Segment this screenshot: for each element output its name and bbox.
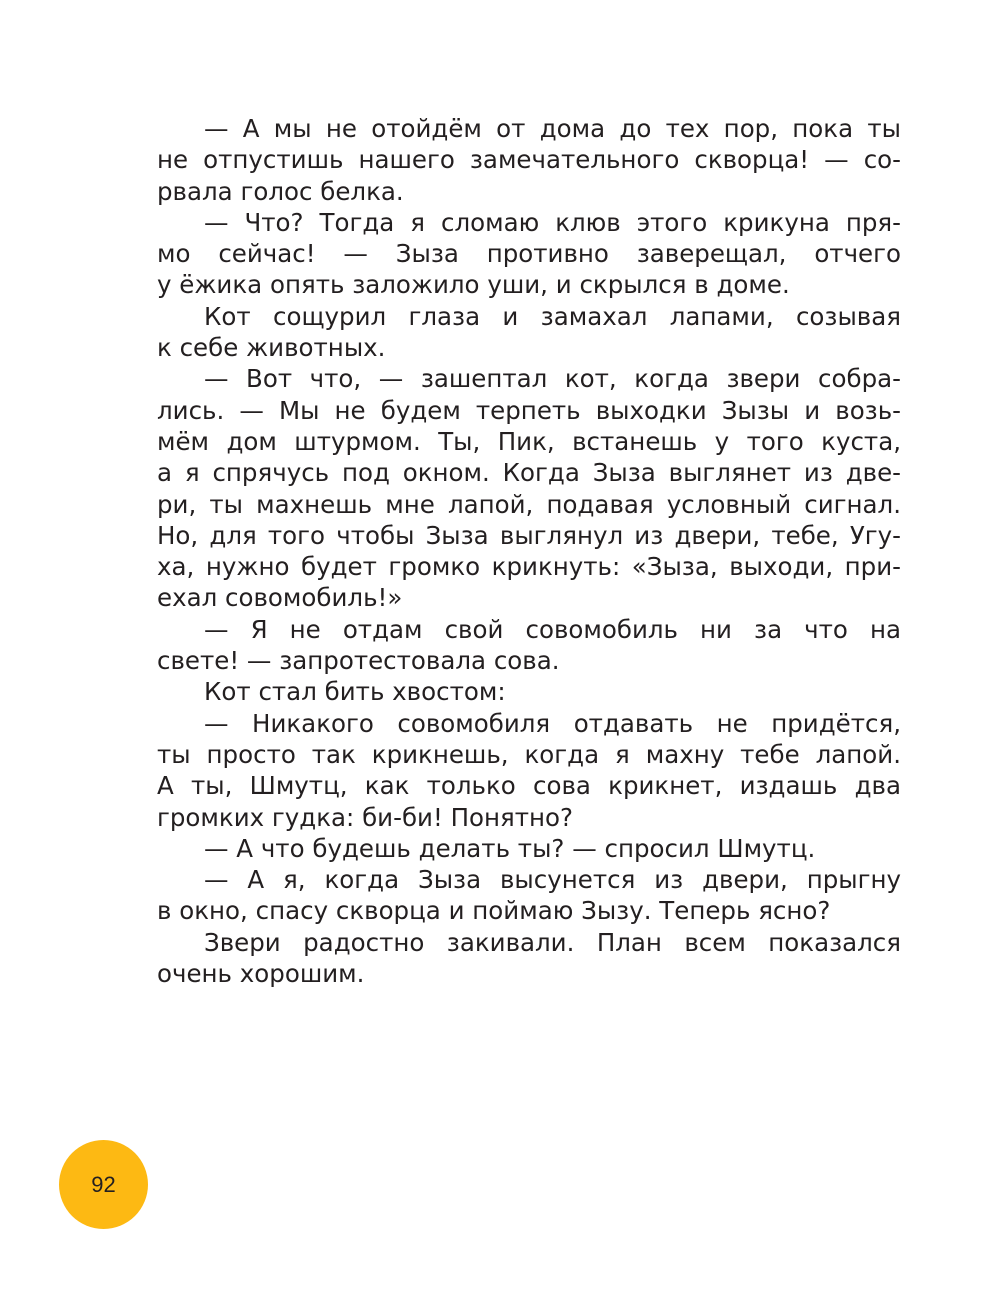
paragraph: [157, 676, 901, 707]
text-line: лись. — Мы не будем терпеть выходки Зызы и возь-: [157, 395, 901, 425]
paragraph: [157, 614, 901, 677]
text-line: Но, для того чтобы Зыза выглянул из двери, тебе, Угу-: [157, 520, 901, 550]
text-line: рвала голос белка.: [157, 176, 404, 206]
text-line: у ёжика опять заложило уши, и скрылся в доме.: [157, 270, 790, 300]
paragraph: [157, 207, 901, 301]
text-line: не отпустишь нашего замечательного скворца! — со-: [157, 145, 901, 175]
text-line: ты просто так крикнешь, когда я махну тебе лапой.: [157, 739, 901, 769]
text-line: — Никакого совомобиля отдавать не придётся,: [204, 708, 901, 738]
paragraph: [157, 708, 901, 833]
text-line: — А я, когда Зыза высунется из двери, прыгну: [204, 865, 901, 895]
text-line: очень хорошим.: [157, 959, 365, 989]
paragraph: [157, 301, 901, 364]
text-line: — Что? Тогда я сломаю клюв этого крикуна пря-: [204, 207, 901, 237]
text-line: Звери радостно закивали. План всем показался: [204, 927, 901, 957]
body-text: [157, 113, 901, 989]
paragraph: [157, 833, 901, 864]
text-line: к себе животных.: [157, 333, 386, 363]
paragraph: [157, 113, 901, 207]
text-line: — А мы не отойдём от дома до тех пор, пока ты: [204, 114, 901, 143]
text-line: громких гудка: би-би! Понятно?: [157, 802, 574, 832]
text-line: а я спрячусь под окном. Когда Зыза выглянет из две-: [157, 458, 901, 488]
text-line: ри, ты махнешь мне лапой, подавая условный сигнал.: [157, 489, 901, 519]
text-line: — Вот что, — зашептал кот, когда звери собра-: [204, 364, 901, 394]
text-line: Кот стал бить хвостом:: [204, 677, 506, 707]
text-line: мо сейчас! — Зыза противно заверещал, отчего: [157, 239, 901, 269]
text-line: ха, нужно будет громко крикнуть: «Зыза, выходи, при-: [157, 552, 901, 582]
text-line: свете! — запротестовала сова.: [157, 646, 560, 676]
paragraph: [157, 363, 901, 613]
text-line: — Я не отдам свой совомобиль ни за что на: [204, 614, 901, 644]
text-line: А ты, Шмутц, как только сова крикнет, издашь два: [157, 771, 901, 801]
text-line: ехал совомобиль!»: [157, 583, 403, 613]
page-number: 92: [91, 1171, 116, 1197]
text-line: в окно, спасу скворца и поймаю Зызу. Теперь ясно?: [157, 896, 831, 926]
page-number-badge: [59, 1140, 148, 1229]
text-line: — А что будешь делать ты? — спросил Шмутц.: [204, 833, 816, 863]
text-line: Кот сощурил глаза и замахал лапами, созывая: [204, 301, 901, 331]
text-line: мём дом штурмом. Ты, Пик, встанешь у того куста,: [157, 426, 901, 456]
paragraph: [157, 927, 901, 990]
paragraph: [157, 864, 901, 927]
